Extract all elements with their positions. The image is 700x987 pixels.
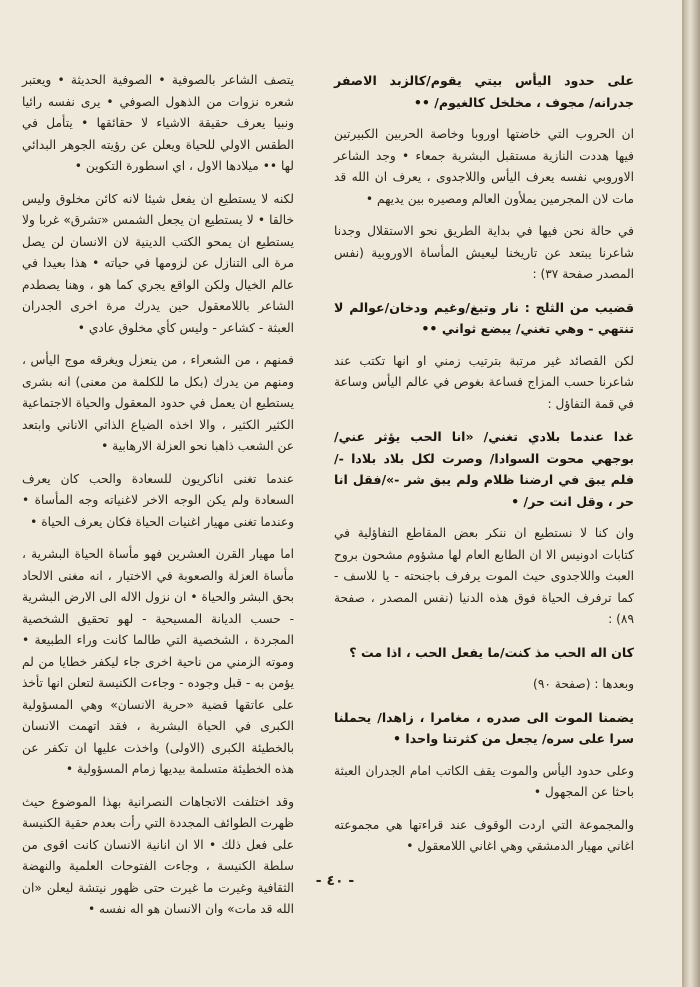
paragraph: يتصف الشاعر بالصوفية • الصوفية الحديثة • ويعتبر شعره نزوات من الذهول الصوفي • يرى نفسه رائيا ونبيا يعرف حقيقة الاشياء لا حقائقها • يتأمل في الطقس الاولي للحياة ويعلن عن رؤيته الجوهر البدائي لها •• ميلادها الاول ، اي اسطورة التكوين • xyxy=(22,73,294,173)
page-number: - ٤٠ - xyxy=(315,873,355,889)
paragraph: فمنهم ، من الشعراء ، من ينعزل ويغرقه موج اليأس ، ومنهم من يدرك (بكل ما للكلمة من معنى) انه بشرى يستطيع ان يعمل في حدود المعقول والحياة الاجتماعية الكثير الكثير ، والا اخذه الضياع الذاتي الاناني وابتعد عن الشعب ذاهبا نحو العزلة الارهابية • xyxy=(22,353,294,453)
poem-quote: قضيب من الثلج : نار وتبغ/وغيم ودخان/عوالم لا تنتهي - وهي تغني/ يبضع ثواني •• xyxy=(334,299,634,336)
paragraph: ان الحروب التي خاضتها اوروبا وخاصة الحربين الكبيرتين فيها هددت النازية مستقبل البشرية جمعاء • وجد الشاعر الاوروبي نفسه يعرف اليأس واللاجدوى ، يعرف ان الله قد مات لان المجرمين يملأون العالم ومصيره بين يديهم • xyxy=(334,127,634,206)
paragraph: عندما تغنى اناكريون للسعادة والحب كان يعرف السعادة ولم يكن الوجه الاخر لاغنياته وجه المأساة • وعندما تغنى مهيار اغنيات الحياة فكان يعرف الحياة • xyxy=(22,471,294,529)
paragraph: لكن القصائد غير مرتبة بترتيب زمني او انها تكتب عند شاعرنا حسب المزاج فساعة بغوص في عالم اليأس وساعة في قمة التفاؤل : xyxy=(334,353,634,411)
left-column xyxy=(22,70,294,932)
poem-quote: غدا عندما بلادي تغني/ «انا الحب يؤثر عني/ بوجهي محوت السوادا/ وصرت لكل بلاد بلادا -/فلم يبق في ارضنا ظلام ولم يبق شر -»/فقل انا حر ، وقل انت حر/ • xyxy=(334,429,634,509)
paragraph: وبعدها : (صفحة ٩٠) xyxy=(533,677,634,691)
paragraph: وان كنا لا نستطيع ان ننكر بعض المقاطع التفاؤلية في كتابات ادونيس الا ان الطابع العام لها مشؤوم مشحون بروح العبث واللاجدوى حيث الموت يرفرف باجنحته - يا للاسف - كما ترفرف الحياة فوق هذه الدنيا (نفس المصدر ، صفحة ٨٩) : xyxy=(334,526,634,626)
paragraph: والمجموعة التي اردت الوقوف عند قراءتها هي مجموعته اغاني مهيار الدمشقي وهي اغاني اللامعقول • xyxy=(334,817,634,853)
paragraph: وقد اختلفت الاتجاهات النصرانية بهذا الموضوع حيث ظهرت الطوائف المجددة التي رأت بعدم حقية الكنيسة على فعل ذلك • الا ان انانية الانسان كانت اقوى من سلطة الكنيسة ، وجاءت الفتوحات العلمية والنهضة الثقافية وغيرت ما غيرت حتى ظهور نيتشة ليعلن «ان الله قد مات» وان الانسان هو اله نفسه • xyxy=(22,794,294,916)
book-spine xyxy=(684,0,700,987)
paragraph: اما مهيار القرن العشرين فهو مأساة الحياة البشرية ، مأساة العزلة والصعوبة في الاختيار ، انه مغنى الالحاد بحق البشر والحياة • ان نزول الاله الى الارض البشرية - حسب الديانة المسيحية - لهو تحقيق الشخصية المجردة ، الشخصية التي طالما كانت وراء الطبيعة • وموته الزمني من ناحية اخرى جاء ليكفر خطايا من لم يؤمن به - قبل وجوده - وجاءت الكنيسة لتعلن انها تأخذ على عاتقها قضية «حرية الانسان» وهي المسؤولية الكبرى في الحياة البشرية ، فقد اتهمت الانسان بالخطيئة الكبرى (الاولى) واخذت عليها ان تكفر عن هذه الخطيئة متسلمة بيديها زمام المسؤولية • xyxy=(22,547,294,776)
paragraph: في حالة نحن فيها في بداية الطريق نحو الاستقلال وجدنا شاعرنا يبتعد عن تاريخنا ليعيش المأساة الاوروبية (نفس المصدر صفحة ٣٧) : xyxy=(334,224,634,281)
paragraph: وعلى حدود اليأس والموت يقف الكاتب امام الجدران العبثة باحثا عن المجهول • xyxy=(334,763,634,799)
paragraph: لكنه لا يستطيع ان يفعل شيئا لانه كائن مخلوق وليس خالقا • لا يستطيع ان يجعل الشمس «تشرق» غربا ولا يستطيع ان يمحو الكتب الدينية لان الانسان لن يصل مرة الى التنازل عن لزومها في حياته • هذا بعيدا في عالم الخيال ولكن الواقع يجري كما هو ، وهنا يصطدم الشاعر باللامعقول حين يدرك مرة اخرى الجدران العبثة - كشاعر - وليس كأي مخلوق عادي • xyxy=(22,191,294,335)
poem-quote: يضمنا الموت الى صدره ، مغامرا ، زاهدا/ يحملنا سرا على سره/ يجعل من كثرتنا واحدا • xyxy=(334,709,634,746)
poem-quote: كان اله الحب مذ كنت/ما يفعل الحب ، اذا مت ؟ xyxy=(349,644,634,660)
right-column xyxy=(334,70,634,869)
poem-quote: على حدود اليأس بيتي يقوم/كالزبد الاصفر جدرانه/ مجوف ، مخلخل كالغيوم/ •• xyxy=(334,73,634,110)
